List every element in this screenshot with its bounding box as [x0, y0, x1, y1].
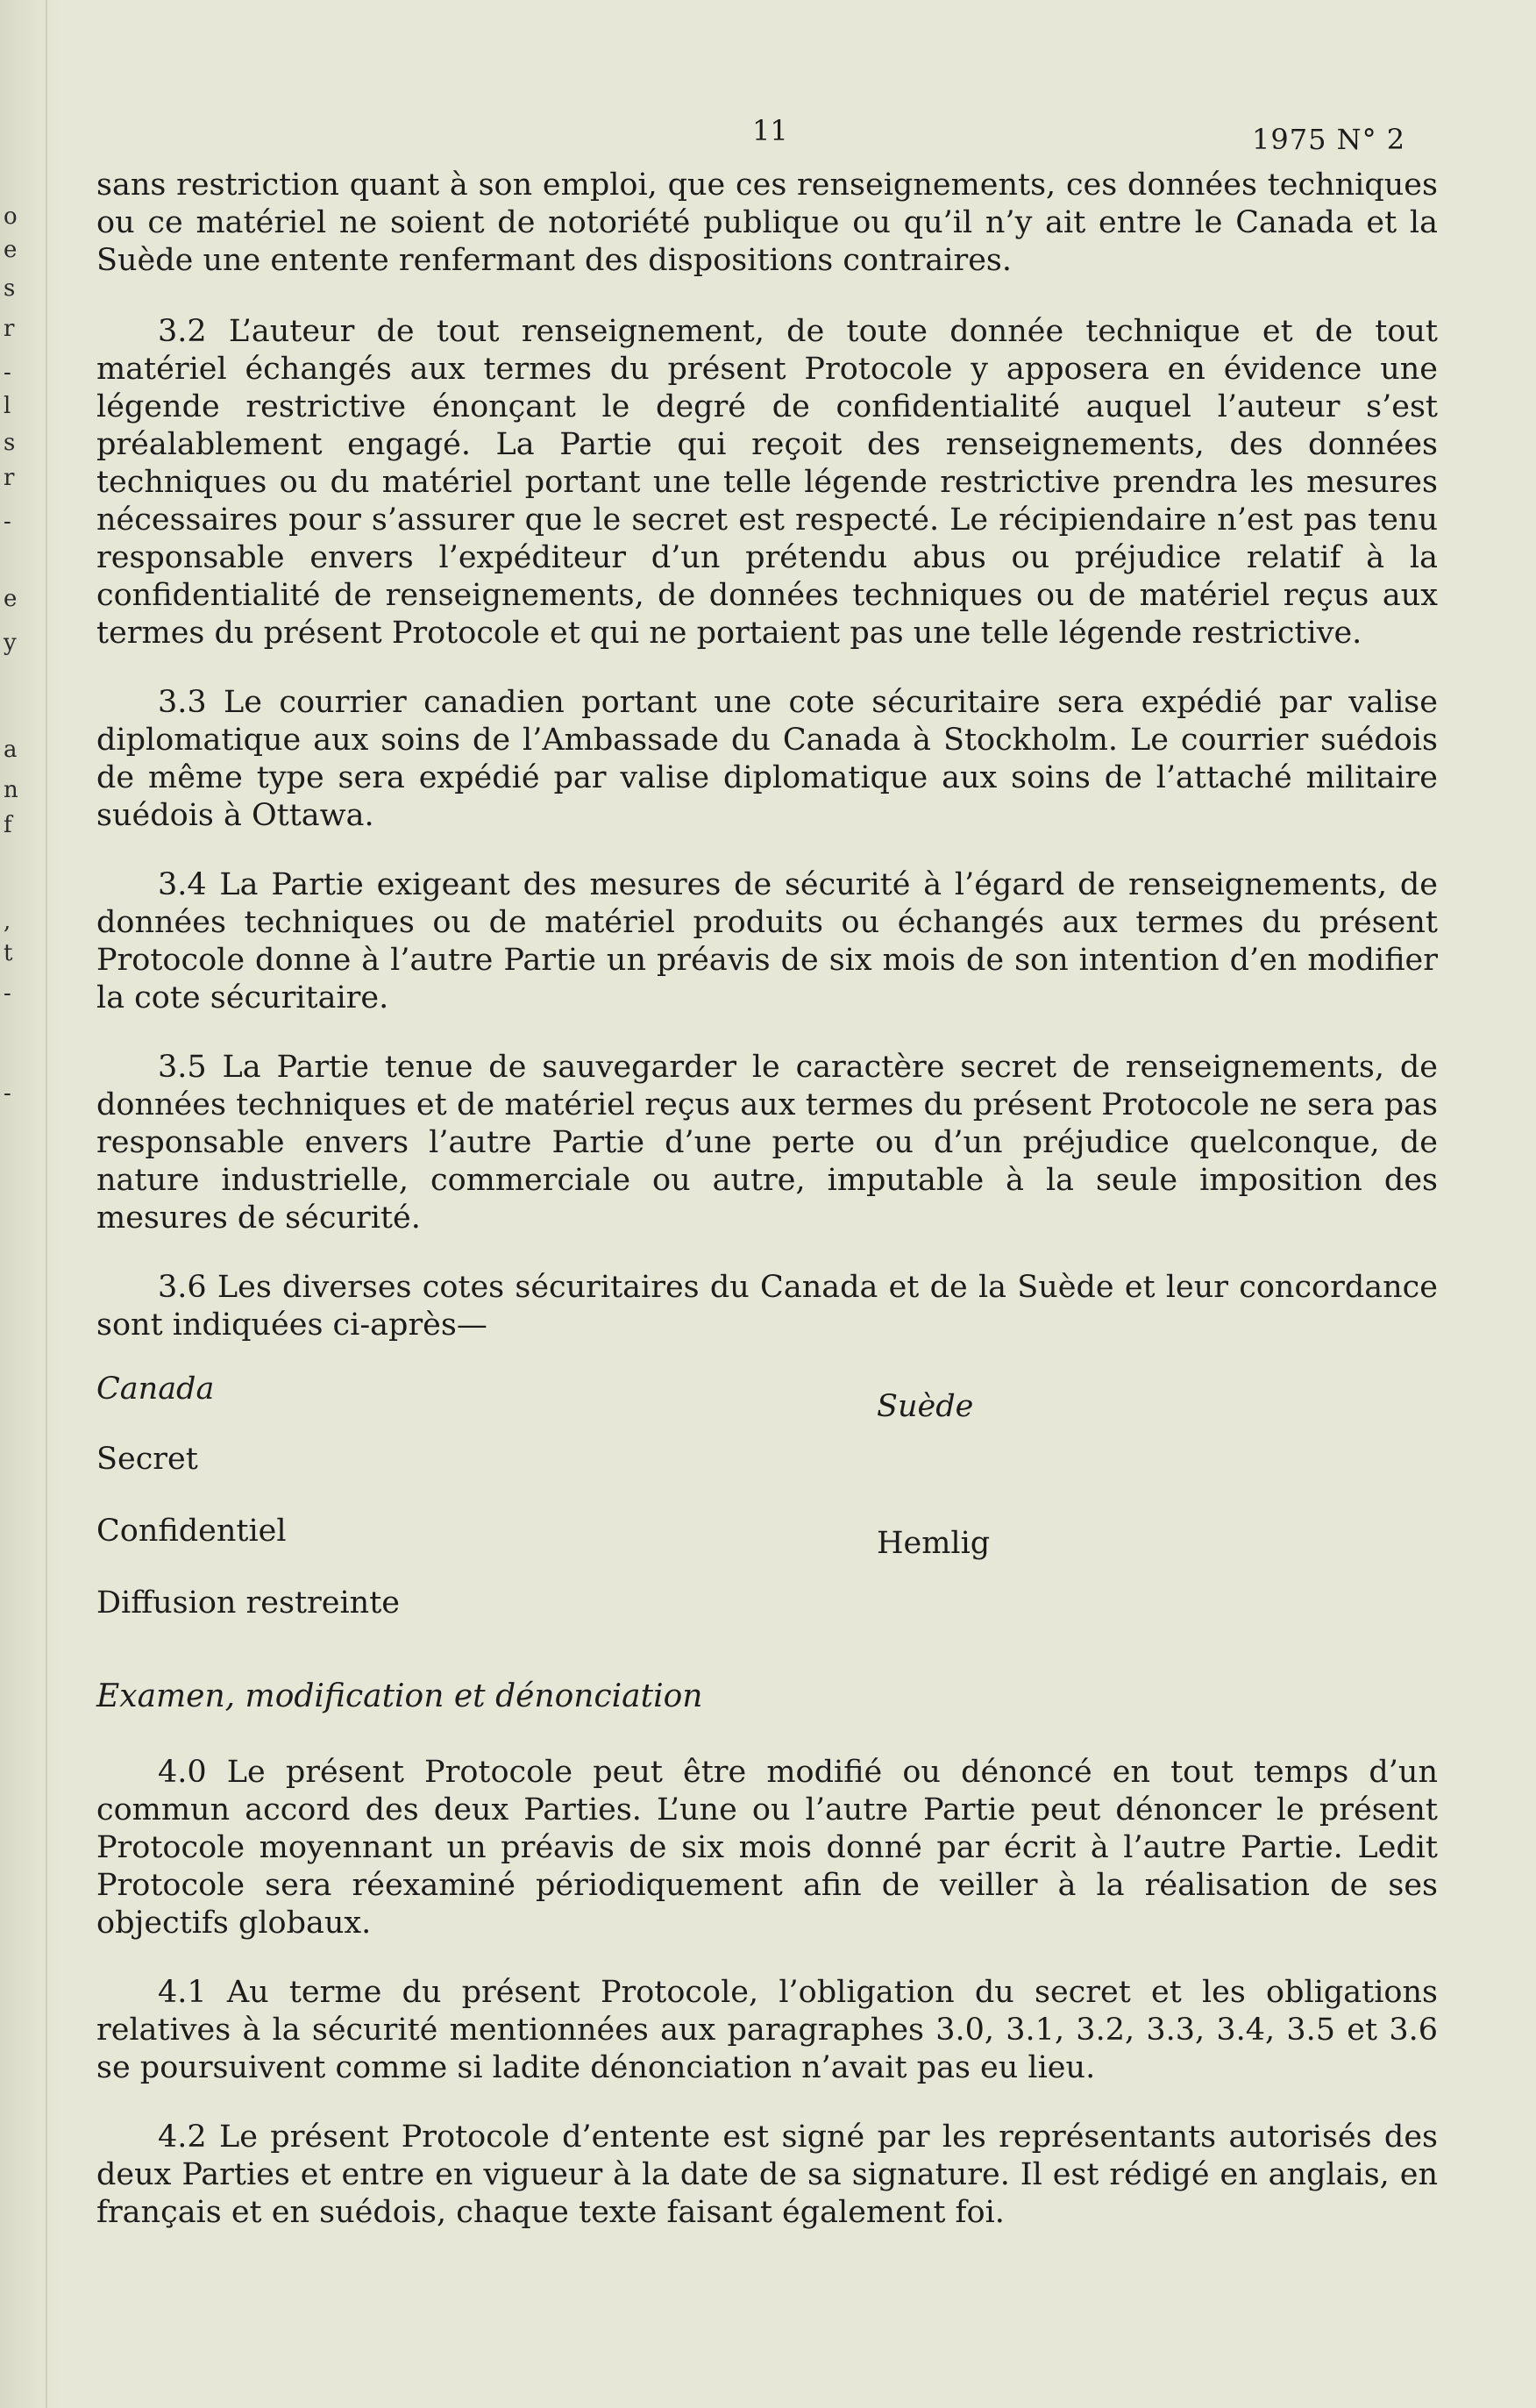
paragraph-3-6: 3.6 Les diverses cotes sécuritaires du Canada et de la Suède et leur concordance sont indiquées ci-après—: [96, 1270, 1438, 1343]
paragraph-3-2: 3.2 L’auteur de tout renseignement, de toute donnée technique et de tout matériel échangés aux termes du présent Protocole y apposera en évidence une légende restrictive énonçant le degré de confidentialité auquel l’auteur s’est préalablement engagé. La Partie qui reçoit des renseignements, des données techniques ou du matériel portant une telle légende restrictive prendra les mesures nécessaires pour s’assurer que le secret est respecté. Le récipiendaire n’est pas tenu responsable envers l’expéditeur d’un prétendu abus ou préjudice relatif à la confidentialité de renseignements, de données techniques ou de matériel reçus aux termes du présent Protocole et qui ne portaient pas une telle légende restrictive.: [96, 314, 1438, 651]
section-heading: Examen, modification et dénonciation: [96, 1678, 703, 1714]
paragraph-4-2: 4.2 Le présent Protocole d’entente est signé par les représentants autorisés des deux Parties et entre en vigueur à la date de sa signature. Il est rédigé en anglais, en français et en suédois, chaque texte faisant également foi.: [96, 2119, 1438, 2230]
paragraph-4-1: 4.1 Au terme du présent Protocole, l’obligation du secret et les obligations relatives à la sécurité mentionnées aux paragraphes 3.0, 3.1, 3.2, 3.3, 3.4, 3.5 et 3.6 se poursuivent comme si ladite dénonciation n’avait pas eu lieu.: [96, 1975, 1438, 2085]
margin-mark: r: [4, 465, 15, 491]
margin-mark: e: [4, 586, 18, 612]
binding-gutter-line: [46, 0, 47, 2408]
column-heading-suede: Suède: [877, 1389, 974, 1424]
column-heading-canada: Canada: [96, 1371, 215, 1407]
security-classification-table: [96, 1353, 1438, 1642]
canada-classification: Secret: [96, 1442, 198, 1477]
paragraph-4-0: 4.0 Le présent Protocole peut être modifié ou dénoncé en tout temps d’un commun accord des deux Parties. L’une ou l’autre Partie peut dénoncer le présent Protocole moyennant un préavis de six mois donné par écrit à l’autre Partie. Ledit Protocole sera réexaminé périodiquement afin de veiller à la réalisation de ses objectifs globaux.: [96, 1755, 1438, 1941]
margin-mark: n: [4, 777, 18, 803]
margin-mark: -: [4, 980, 11, 1007]
suede-classification: Hemlig: [877, 1526, 991, 1561]
canada-classification: Confidentiel: [96, 1514, 287, 1549]
document-body: [96, 167, 1438, 2263]
canada-classification: Diffusion restreinte: [96, 1585, 400, 1621]
margin-mark: l: [4, 393, 11, 419]
paragraph-3-3: 3.3 Le courrier canadien portant une cote sécuritaire sera expédié par valise diplomatique aux soins de l’Ambassade du Canada à Stockholm. Le courrier suédois de même type sera expédié par valise diplomatique aux soins de l’attaché militaire suédois à Ottawa.: [96, 685, 1438, 833]
page-number: 11: [752, 114, 788, 147]
margin-mark: f: [4, 812, 12, 838]
margin-mark: s: [4, 275, 16, 302]
margin-mark: t: [4, 940, 13, 966]
margin-mark: o: [4, 203, 18, 230]
margin-mark: -: [4, 360, 11, 386]
margin-mark: ,: [4, 908, 11, 935]
margin-mark: a: [4, 737, 18, 763]
margin-mark: -: [4, 1080, 11, 1107]
margin-mark: r: [4, 316, 15, 342]
margin-mark: e: [4, 237, 18, 263]
margin-mark: -: [4, 509, 11, 535]
margin-mark: s: [4, 430, 16, 456]
document-reference: 1975 N° 2: [1252, 123, 1406, 156]
margin-mark: y: [4, 630, 17, 656]
paragraph-3-4: 3.4 La Partie exigeant des mesures de sécurité à l’égard de renseignements, de données techniques ou de matériel produits ou échangés aux termes du présent Protocole donne à l’autre Partie un préavis de six mois de son intention d’en modifier la cote sécuritaire.: [96, 867, 1438, 1015]
paragraph-3-5: 3.5 La Partie tenue de sauvegarder le caractère secret de renseignements, de données techniques et de matériel reçus aux termes du présent Protocole ne sera pas responsable envers l’autre Partie d’une perte ou d’un préjudice quelconque, de nature industrielle, commerciale ou autre, imputable à la seule imposition des mesures de sécurité.: [96, 1050, 1438, 1236]
paragraph-continuation: sans restriction quant à son emploi, que ces renseignements, ces données techniques ou ce matériel ne soient de notoriété publique ou qu’il n’y ait entre le Canada et la Suède une entente renfermant des dispositions contraires.: [96, 167, 1438, 278]
